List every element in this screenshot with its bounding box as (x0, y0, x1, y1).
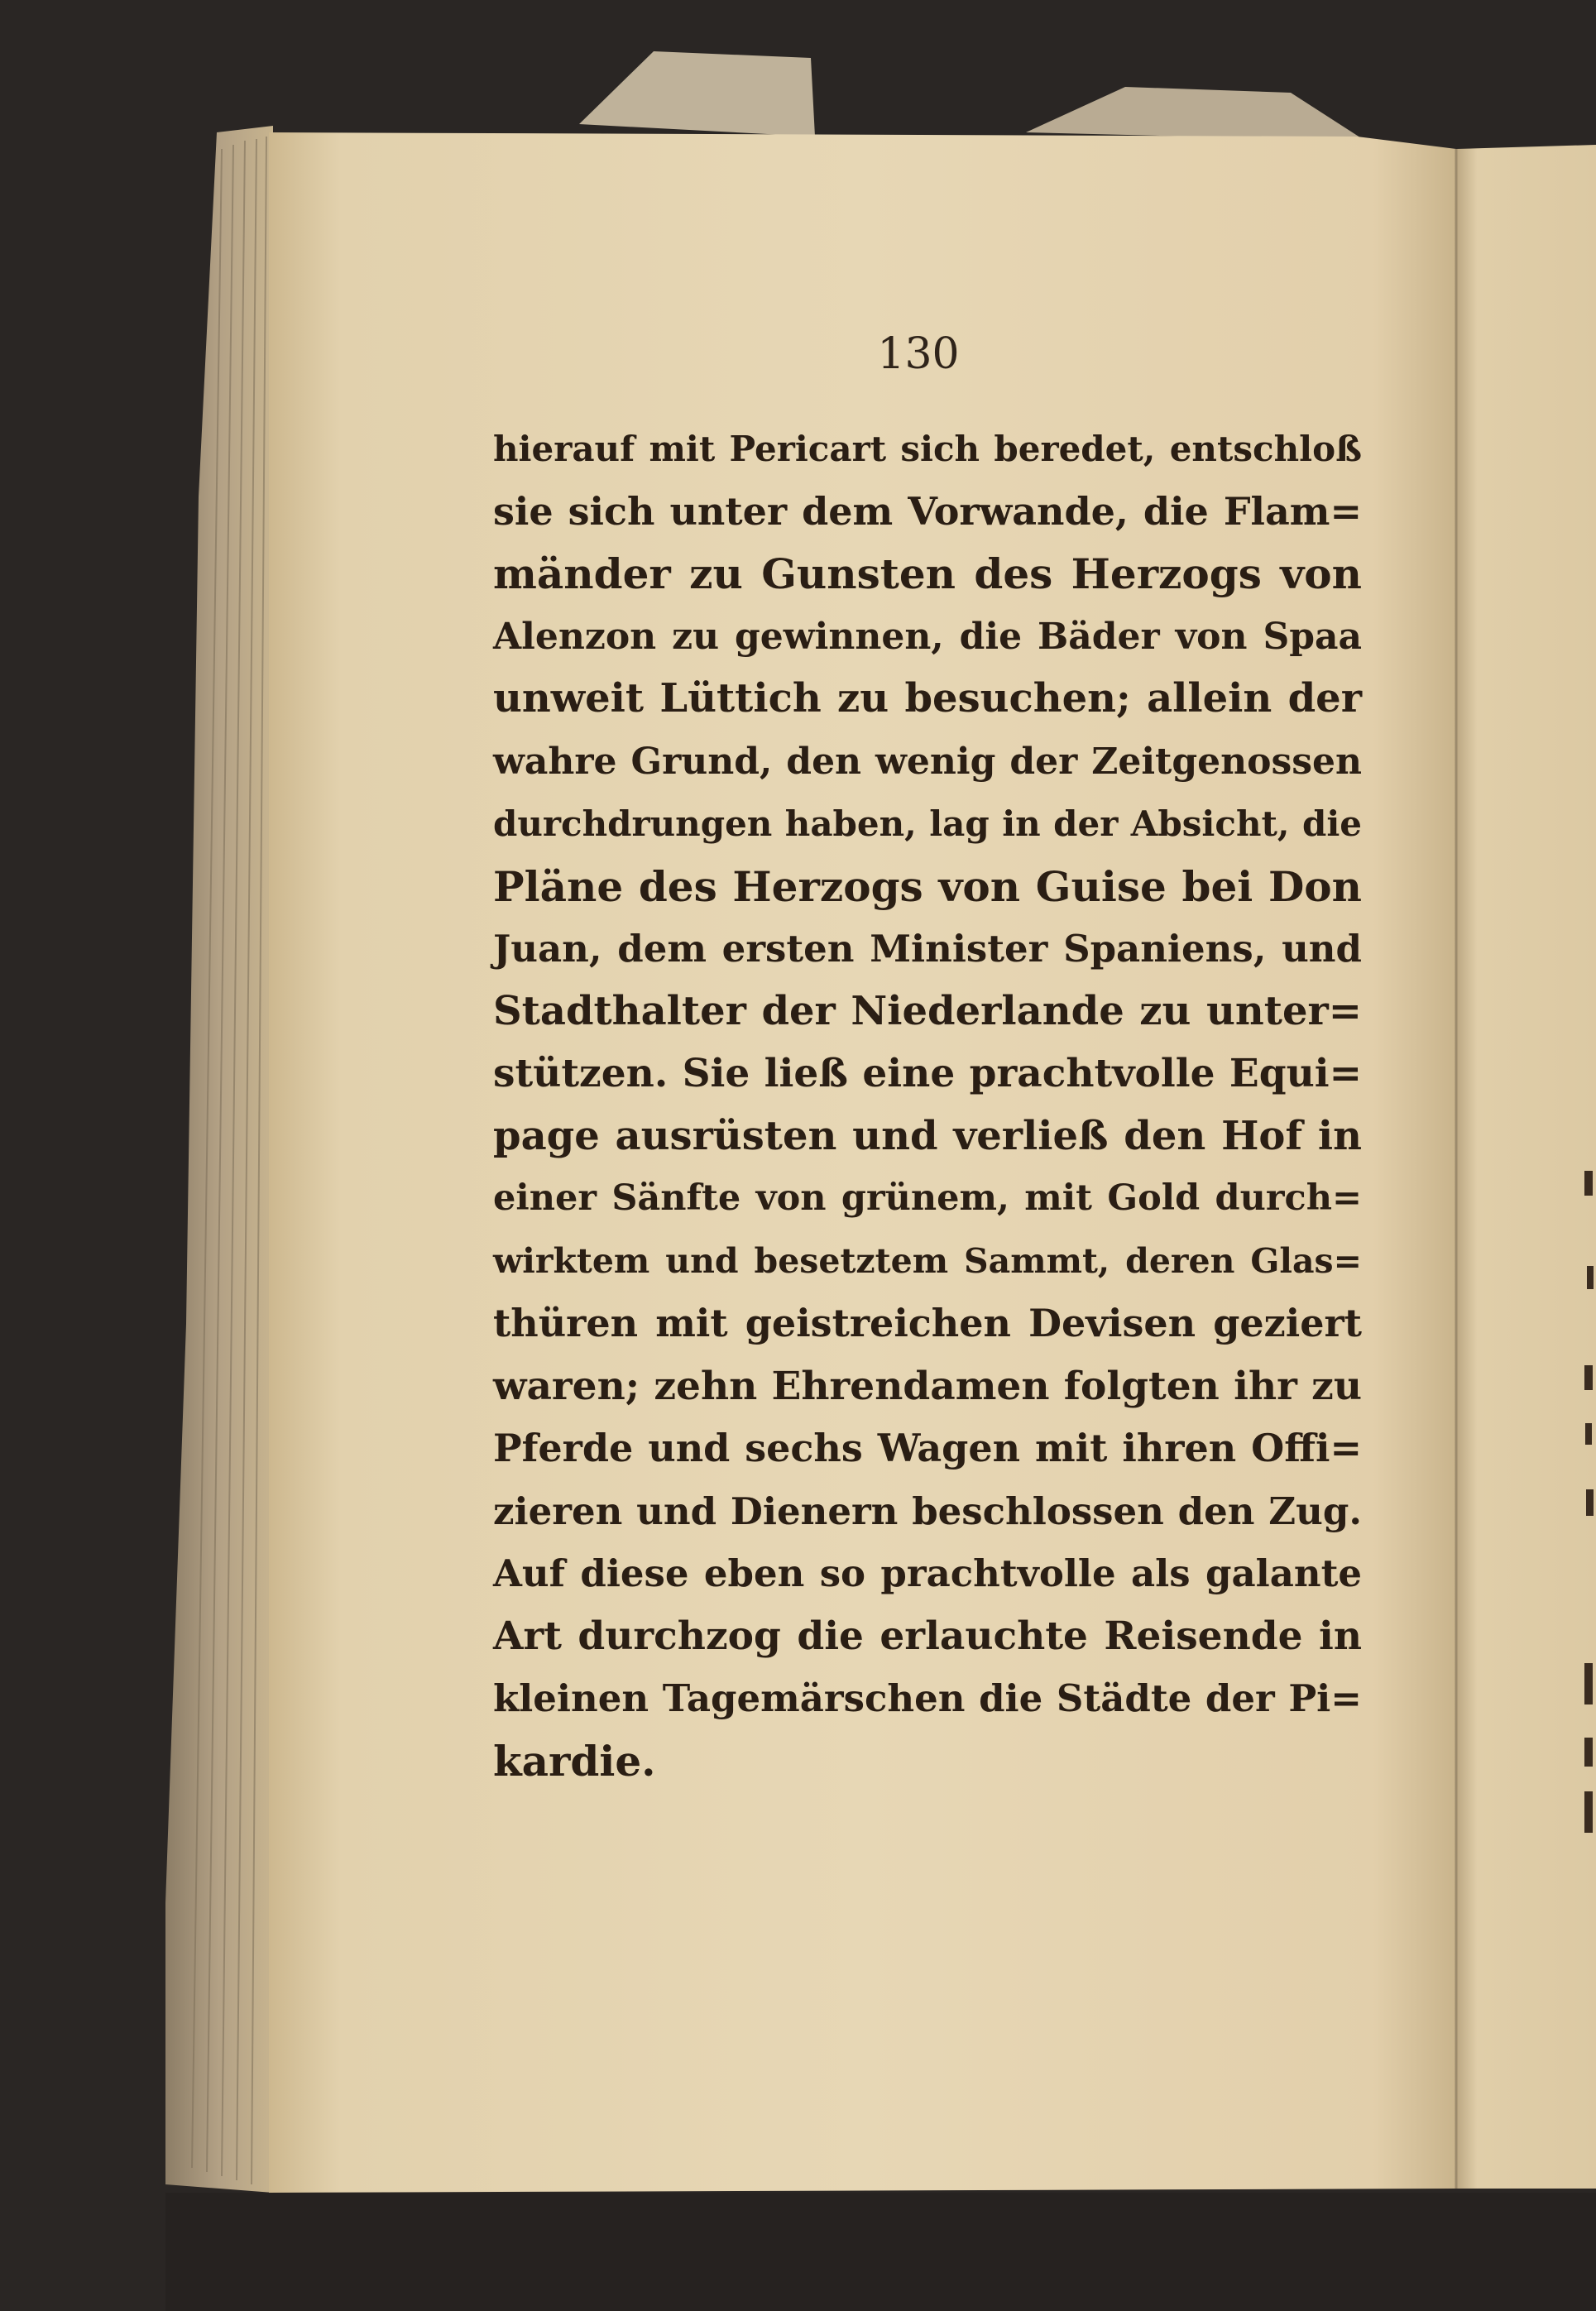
text-line: Alenzon zu gewinnen, die Bäder von Spaa (493, 615, 1362, 658)
text-line: durchdrungen haben, lag in der Absicht, die (493, 803, 1362, 844)
text-line: Pläne des Herzogs von Guise bei Don (493, 861, 1362, 911)
text-line: wahre Grund, den wenig der Zeitgenossen (493, 740, 1362, 783)
bottom-shadow (165, 2193, 1596, 2311)
text-line: Pferde und sechs Wagen mit ihren Offi= (493, 1426, 1362, 1470)
text-line: unweit Lüttich zu besuchen; allein der (493, 675, 1362, 722)
text-line: kleinen Tagemärschen die Städte der Pi= (493, 1676, 1362, 1720)
text-line: waren; zehn Ehrendamen folgten ihr zu (493, 1363, 1362, 1409)
text-line: Art durchzog die erlauchte Reisende in (493, 1613, 1362, 1659)
right-page (1456, 145, 1596, 2189)
text-line: Stadthalter der Niederlande zu unter= (493, 987, 1362, 1034)
text-line: Juan, dem ersten Minister Spaniens, und (493, 927, 1362, 971)
text-line: hierauf mit Pericart sich beredet, entschloß (493, 429, 1362, 469)
text-line: mänder zu Gunsten des Herzogs von (493, 549, 1362, 598)
text-line: einer Sänfte von grünem, mit Gold durch= (493, 1177, 1362, 1219)
text-line: stützen. Sie ließ eine prachtvolle Equi= (493, 1051, 1362, 1096)
text-line: wirktem und besetztem Sammt, deren Glas= (493, 1240, 1362, 1281)
text-line: zieren und Dienern beschlossen den Zug. (493, 1489, 1362, 1533)
text-line: sie sich unter dem Vorwande, die Flam= (493, 488, 1362, 534)
text-line: page ausrüsten und verließ den Hof in (493, 1112, 1362, 1159)
page-body (493, 418, 1362, 1792)
text-line: thüren mit geistreichen Devisen geziert (493, 1301, 1362, 1345)
page-number: 130 (877, 329, 960, 379)
text-line: kardie. (493, 1736, 656, 1786)
text-line: Auf diese eben so prachtvolle als galante (493, 1551, 1362, 1595)
